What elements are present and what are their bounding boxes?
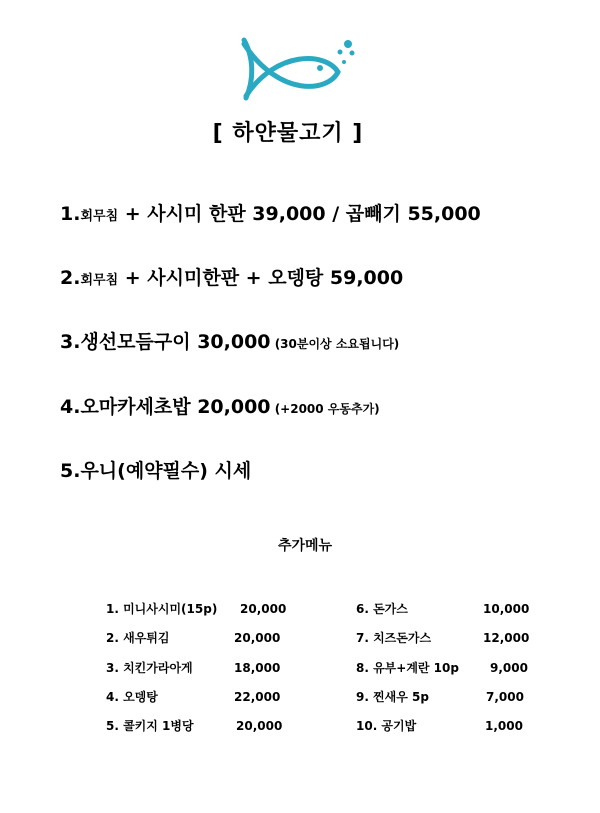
extra-menu-title: 추가메뉴 (277, 538, 333, 554)
menu-item-note: (+2000 우동추가) (270, 402, 380, 416)
menu-item-number: 5. (60, 460, 81, 482)
extra-item-label: 1. 미니사시미(15p) (106, 602, 218, 616)
extra-item-price: 22,000 (234, 690, 281, 704)
extra-item-label: 3. 치킨가라아게 (106, 661, 193, 675)
menu-item-2 (60, 263, 403, 290)
extra-item-price: 12,000 (483, 631, 530, 645)
menu-item-number: 1. (60, 203, 81, 225)
extra-item-price: 10,000 (483, 602, 530, 616)
menu-item-1 (60, 199, 481, 226)
menu-item-text: + 사시미 한판 39,000 / 곱빼기 55,000 (118, 203, 481, 225)
extra-item-price: 7,000 (486, 690, 524, 704)
extra-item-label: 6. 돈가스 (356, 602, 408, 616)
extra-item-label: 8. 유부+계란 10p (356, 661, 459, 675)
extra-item-label: 5. 콜키지 1병당 (106, 719, 194, 733)
extra-item-price: 9,000 (490, 661, 528, 675)
menu-item-number: 3. (60, 331, 81, 353)
extra-item-label: 7. 치즈돈가스 (356, 631, 432, 645)
extra-item-label: 4. 오뎅탕 (106, 690, 158, 704)
menu-item-number: 2. (60, 267, 81, 289)
extra-item-price: 18,000 (234, 661, 281, 675)
menu-item-prefix: 회무침 (80, 209, 119, 224)
extra-item-label: 10. 공기밥 (356, 719, 417, 733)
menu-item-prefix: 회무침 (80, 273, 119, 288)
menu-item-text: + 사시미한판 + 오뎅탕 59,000 (118, 267, 404, 289)
menu-item-text: 우니(예약필수) 시세 (80, 460, 252, 482)
extra-item-price: 1,000 (485, 719, 523, 733)
extra-item-price: 20,000 (240, 602, 287, 616)
menu-item-4 (60, 392, 380, 419)
extra-item-price: 20,000 (236, 719, 283, 733)
menu-item-5 (60, 456, 251, 483)
menu-item-number: 4. (60, 396, 81, 418)
page-title: [ 하얀물고기 ] (212, 121, 364, 146)
fish-icon (236, 36, 356, 108)
extra-item-price: 20,000 (234, 631, 281, 645)
menu-item-text: 생선모듬구이 30,000 (80, 331, 271, 353)
extra-item-label: 2. 새우튀김 (106, 631, 170, 645)
menu-item-note: (30분이상 소요됩니다) (270, 337, 400, 351)
fish-logo (236, 36, 356, 108)
extra-item-label: 9. 찐새우 5p (356, 690, 429, 704)
menu-item-3 (60, 327, 399, 354)
menu-item-text: 오마카세초밥 20,000 (80, 396, 271, 418)
